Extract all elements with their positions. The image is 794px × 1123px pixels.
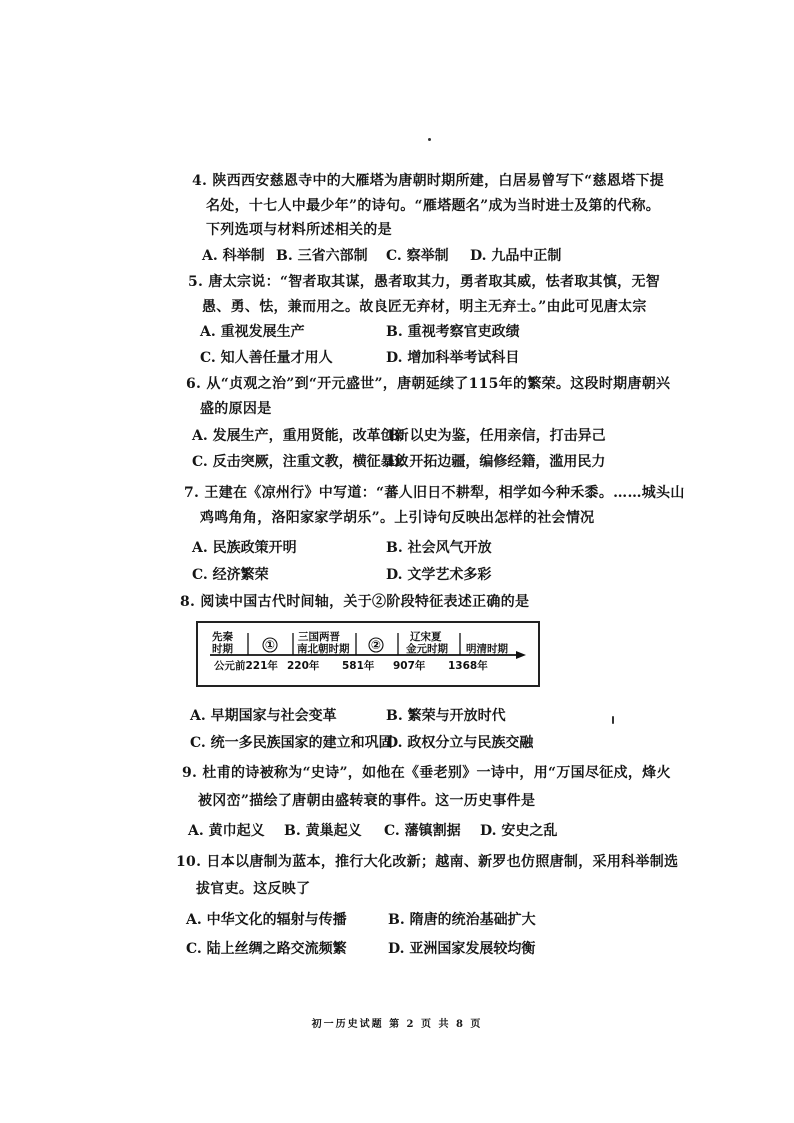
q8-option-a: A. 早期国家与社会变革 [190,708,337,724]
q9-option-b: B. 黄巢起义 [284,823,362,839]
timeline-period-1a: 先秦 [212,631,233,643]
timeline-period-1b: 时期 [212,643,233,655]
q6-option-b: B. 以史为鉴，任用亲信，打击异己 [388,428,606,444]
q6-option-d: D. 开拓边疆，编修经籍，滥用民力 [388,454,606,470]
scan-speck [612,716,614,724]
q10-option-c: C. 陆上丝绸之路交流频繁 [186,941,347,957]
timeline-svg [198,623,538,685]
q4-option-c: C. 察举制 [386,248,449,264]
timeline-date-2: 220年 [287,660,320,672]
q4-option-d: D. 九品中正制 [470,248,562,264]
timeline-period-2: ① [264,638,276,652]
q7-option-c: C. 经济繁荣 [192,567,269,583]
q7-option-b: B. 社会风气开放 [386,540,492,556]
timeline-period-5b: 金元时期 [406,643,448,655]
q10-option-a: A. 中华文化的辐射与传播 [186,912,347,928]
timeline-date-3: 581年 [342,660,375,672]
q10-option-b: B. 隋唐的统治基础扩大 [388,912,536,928]
timeline-period-3b: 南北朝时期 [297,643,350,655]
q8-option-d: D. 政权分立与民族交融 [386,735,534,751]
timeline-period-4: ② [370,638,382,652]
q9-option-a: A. 黄巾起义 [188,823,265,839]
q4-option-a: A. 科举制 [202,248,265,264]
q9-option-d: D. 安史之乱 [480,823,558,839]
timeline-period-5a: 辽宋夏 [410,631,442,643]
timeline-date-1: 公元前221年 [214,660,278,672]
q4-line-1: 4. 陕西西安慈恩寺中的大雁塔为唐朝时期所建，白居易曾写下“慈恩塔下提 [192,173,665,189]
q6-line-1: 6. 从“贞观之治”到“开元盛世”，唐朝延续了115年的繁荣。这段时期唐朝兴 [186,376,671,392]
q5-option-a: A. 重视发展生产 [200,324,305,340]
q8-option-c: C. 统一多民族国家的建立和巩固 [190,735,393,751]
q9-option-c: C. 藩镇割据 [384,823,461,839]
q7-option-a: A. 民族政策开明 [192,540,297,556]
scan-speck [428,138,431,141]
q6-line-2: 盛的原因是 [200,401,272,417]
q10-line-1: 10. 日本以唐制为蓝本，推行大化改新；越南、新罗也仿照唐制，采用科举制选 [176,854,679,870]
q10-option-d: D. 亚洲国家发展较均衡 [388,941,536,957]
q7-line-1: 7. 王建在《凉州行》中写道：“蕃人旧日不耕犁，相学如今种禾黍。……城头山 [184,485,685,501]
timeline-period-3a: 三国两晋 [298,631,340,643]
q4-line-3: 下列选项与材料所述相关的是 [206,222,392,238]
q4-option-b: B. 三省六部制 [276,248,368,264]
timeline-date-5: 1368年 [448,660,488,672]
q6-option-a: A. 发展生产，重用贤能，改革创新 [192,428,409,444]
q5-option-b: B. 重视考察官吏政绩 [386,324,520,340]
timeline-diagram [196,621,540,687]
q10-line-2: 拔官吏。这反映了 [196,881,311,897]
q4-line-2: 名处，十七人中最少年”的诗句。“雁塔题名”成为当时进士及第的代称。 [206,198,661,214]
q7-line-2: 鸡鸣角角，洛阳家家学胡乐”。上引诗句反映出怎样的社会情况 [200,510,595,526]
q9-line-1: 9. 杜甫的诗被称为“史诗”，如他在《垂老别》一诗中，用“万国尽征戍，烽火 [182,765,671,781]
timeline-period-6: 明清时期 [466,643,508,655]
q8-option-b: B. 繁荣与开放时代 [386,708,506,724]
timeline-date-4: 907年 [393,660,426,672]
q6-option-c: C. 反击突厥，注重文教，横征暴敛 [192,454,409,470]
q9-line-2: 被冈峦”描绘了唐朝由盛转衰的事件。这一历史事件是 [198,793,536,809]
q5-option-d: D. 增加科举考试科目 [386,350,520,366]
q5-line-1: 5. 唐太宗说：“智者取其谋，愚者取其力，勇者取其威，怯者取其慎，无智 [188,274,661,290]
q5-option-c: C. 知人善任量才用人 [200,350,333,366]
q7-option-d: D. 文学艺术多彩 [386,567,492,583]
q5-line-2: 愚、勇、怯，兼而用之。故良匠无弃材，明主无弃士。”由此可见唐太宗 [202,299,647,315]
q8-line-1: 8. 阅读中国古代时间轴，关于②阶段特征表述正确的是 [180,594,530,610]
page-footer: 初一历史试题 第 2 页 共 8 页 [311,1019,483,1030]
timeline-arrow-icon [516,651,526,659]
